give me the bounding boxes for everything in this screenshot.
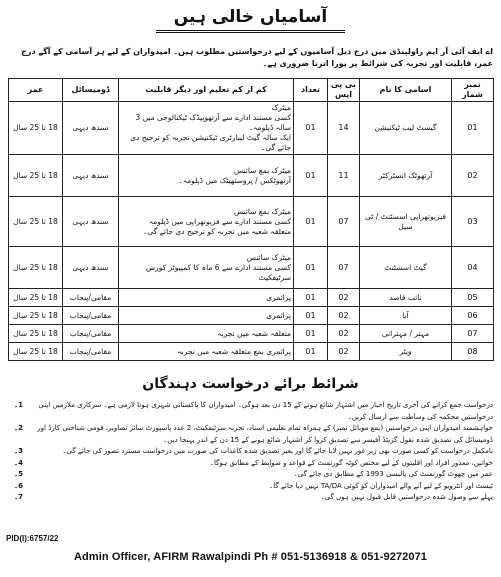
header-serial: نمبر شمار	[452, 79, 494, 102]
table-row	[9, 247, 494, 289]
qualification-line: میٹرک سائنس	[246, 252, 291, 262]
term-item	[14, 423, 493, 446]
term-text: درخواست جمع کرانے کی آخری تاریخ اخبار میں اشتہار شائع ہونے کے 15 دن بعد ہوگی۔ امیدواران کا پاکستانی شہری ہونا لازمی ہے۔ سرکاری ملازمین اپنی درخواستیں محکمہ کی وساطت سے ارسال کریں۔	[38, 401, 493, 421]
term-text: ٹیسٹ اور انٹرویو کے لیے آنے والے امیدواران کو کوئی TA/DA نہیں دیا جائے گا۔	[269, 481, 493, 490]
cell-domicile: مقامی/پنجاب	[63, 289, 119, 307]
cell-count: 01	[294, 289, 328, 307]
qualification-line: کسی مستند ادارے سے 6 ماہ کا کمپیوٹر کورس سرٹیفکیٹ	[145, 262, 291, 282]
cell-serial: 03	[452, 197, 494, 247]
cell-post: آیا	[360, 307, 452, 325]
cell-qualification	[119, 102, 294, 155]
table-row	[9, 155, 494, 197]
qualification-line: آرتھوٹکس / پروستھیٹک میں ڈپلومہ۔	[178, 175, 291, 185]
term-item	[14, 469, 493, 481]
vacancies-table	[8, 78, 494, 361]
term-number: 1۔	[14, 401, 23, 409]
cell-age: 18 تا 25 سال	[9, 247, 63, 289]
term-item	[14, 446, 493, 458]
qualification-line: پرائمری	[266, 292, 291, 302]
footer-contact: Admin Officer, AFIRM Rawalpindi Ph # 051-5136918 & 051-9272071	[73, 551, 428, 563]
qualification-line: متعلقہ شعبہ میں تجربہ کو ترجیح دی جائے گی۔	[143, 226, 291, 236]
cell-serial: 01	[452, 102, 494, 155]
cell-serial: 07	[452, 325, 494, 343]
term-number: 7۔	[14, 493, 23, 501]
table-row	[9, 102, 494, 155]
intro-text: اے ایف آئی آر ایم راولپنڈی میں درج ذیل آسامیوں کے لیے درخواستیں مطلوب ہیں۔ امیدواران کے لیے ہر آسامی کے آگے درج عمر، قابلیت اور تجربہ کی شرائط پر پورا اترنا ضروری ہے۔	[21, 47, 493, 68]
cell-bps: 14	[328, 102, 360, 155]
cell-count: 01	[294, 307, 328, 325]
cell-age: 18 تا 25 سال	[9, 155, 63, 197]
cell-serial: 04	[452, 247, 494, 289]
cell-bps: 02	[328, 325, 360, 343]
cell-serial: 08	[452, 343, 494, 361]
cell-domicile: سندھ دیہی	[63, 197, 119, 247]
table-row	[9, 289, 494, 307]
qualification-line: پرائمری	[266, 310, 291, 320]
cell-count: 01	[294, 102, 328, 155]
cell-domicile: سندھ دیہی	[63, 102, 119, 155]
cell-post: مہتر / مہترانی	[360, 325, 452, 343]
term-item	[14, 481, 493, 493]
qualification-line: میٹرک بمع سائنس	[233, 206, 291, 216]
cell-count: 01	[294, 325, 328, 343]
cell-bps: 07	[328, 197, 360, 247]
term-number: 3۔	[14, 447, 23, 455]
term-number: 2۔	[14, 424, 23, 432]
terms-heading: شرائط برائے درخواست دہندگان	[142, 376, 359, 392]
cell-age: 18 تا 25 سال	[9, 325, 63, 343]
cell-post: فیزیوتھراپی اسسٹنٹ / ٹی سیل	[360, 197, 452, 247]
term-text: عمر میں چھوٹ گورنمنٹ کی پالیسی 1993 کے مطابق دی جائے گی۔	[293, 470, 493, 478]
header-qualification: کم از کم تعلیم اور دیگر قابلیت	[119, 79, 294, 102]
cell-serial: 02	[452, 155, 494, 197]
cell-bps: 02	[328, 307, 360, 325]
cell-post: ویٹر	[360, 343, 452, 361]
cell-qualification	[119, 325, 294, 343]
term-item	[14, 492, 493, 504]
cell-post: گیسٹ لیب ٹیکنیشن	[360, 102, 452, 155]
cell-qualification	[119, 247, 294, 289]
cell-domicile: مقامی/پنجاب	[63, 325, 119, 343]
term-number: 6۔	[14, 481, 23, 490]
cell-age: 18 تا 25 سال	[9, 102, 63, 155]
qualification-line: متعلقہ شعبہ میں تجربہ	[217, 328, 291, 338]
header-age: عمر	[9, 79, 63, 102]
cell-domicile: مقامی/پنجاب	[63, 343, 119, 361]
table-header-row	[9, 79, 494, 102]
qualification-line: میٹرک	[271, 103, 291, 112]
cell-bps: 07	[328, 247, 360, 289]
cell-count: 01	[294, 343, 328, 361]
cell-post: نائب قاصد	[360, 289, 452, 307]
cell-domicile: سندھ دیہی	[63, 155, 119, 197]
header-domicile: ڈومیسائل	[63, 79, 119, 102]
cell-age: 18 تا 25 سال	[9, 289, 63, 307]
cell-post: آرتھوٹک انسٹرکٹر	[360, 155, 452, 197]
term-item	[14, 400, 493, 423]
cell-domicile: سندھ دیہی	[63, 247, 119, 289]
term-number: 4۔	[14, 458, 23, 467]
cell-bps: 02	[328, 343, 360, 361]
vacancies-table-body	[9, 102, 494, 361]
qualification-line: میٹرک بمع سائنس	[233, 165, 291, 175]
cell-age: 18 تا 25 سال	[9, 197, 63, 247]
cell-qualification	[119, 343, 294, 361]
table-row	[9, 307, 494, 325]
header-count: تعداد	[294, 79, 328, 102]
cell-qualification	[119, 197, 294, 247]
title-container	[0, 6, 501, 33]
pid-number: PID(I):6757/22	[6, 534, 59, 543]
term-text: خواتین، معذور افراد اور اقلیتوں کے لیے مختص کوٹہ گورنمنٹ کے قواعد و ضوابط کے مطابق ہوگا۔	[209, 458, 493, 467]
term-text: نامکمل درخواست کو کسی صورت بھی زیر غور نہیں لایا جائے گا اور بغیر تصدیق شدہ کاغذات کی صورت میں درخواست مسترد تصور کی جائے گی۔	[62, 447, 493, 455]
page-title: آسامیاں خالی ہیں	[156, 6, 346, 33]
cell-qualification	[119, 289, 294, 307]
terms-list	[14, 400, 493, 504]
cell-post: گیٹ اسسٹنٹ	[360, 247, 452, 289]
header-post: اسامی کا نام	[360, 79, 452, 102]
cell-serial: 05	[452, 289, 494, 307]
table-row	[9, 343, 494, 361]
cell-age: 18 تا 25 سال	[9, 307, 63, 325]
cell-domicile: مقامی/پنجاب	[63, 307, 119, 325]
term-item	[14, 458, 493, 470]
term-text: خواہشمند امیدواران اپنی درخواستیں (بمع موبائل نمبر) کے ہمراہ تمام تعلیمی اسناد، تجربہ سرٹیفکیٹ، 2 عدد پاسپورٹ سائز تصاویر، قومی شناختی کارڈ اور ڈومیسائل کی تصدیق شدہ نقول گزیٹڈ آفیسر سے تصدیق کروا کر اشتہار شائع ہونے کے 15 دن کے اندر پہنچا دیں۔	[37, 424, 493, 444]
cell-bps: 11	[328, 155, 360, 197]
term-text: پہلے سے وصول شدہ درخواستیں قابل قبول نہیں ہوں گی۔	[320, 493, 493, 501]
qualification-line: کسی مستند ادارے سے آرتھوپیڈک ٹیکنالوجی میں 3 سالہ ڈپلومہ۔	[135, 113, 291, 132]
table-row	[9, 197, 494, 247]
qualification-line: ایک سالہ گیٹ لیبارٹری ٹیکنیشن تجربہ کو ترجیح دی جائے گی۔	[130, 133, 291, 152]
term-number: 5۔	[14, 470, 23, 478]
cell-qualification	[119, 155, 294, 197]
cell-age: 18 تا 25 سال	[9, 343, 63, 361]
cell-bps: 02	[328, 289, 360, 307]
table-row	[9, 325, 494, 343]
cell-serial: 06	[452, 307, 494, 325]
cell-qualification	[119, 307, 294, 325]
header-bps: بی پی ایس	[328, 79, 360, 102]
qualification-line: کسی مستند ادارے سے فزیوتھراپی میں ڈپلومہ	[148, 216, 291, 226]
cell-count: 01	[294, 197, 328, 247]
cell-count: 01	[294, 155, 328, 197]
cell-count: 01	[294, 247, 328, 289]
qualification-line: پرائمری بمع متعلقہ شعبہ میں تجربہ	[177, 346, 291, 356]
